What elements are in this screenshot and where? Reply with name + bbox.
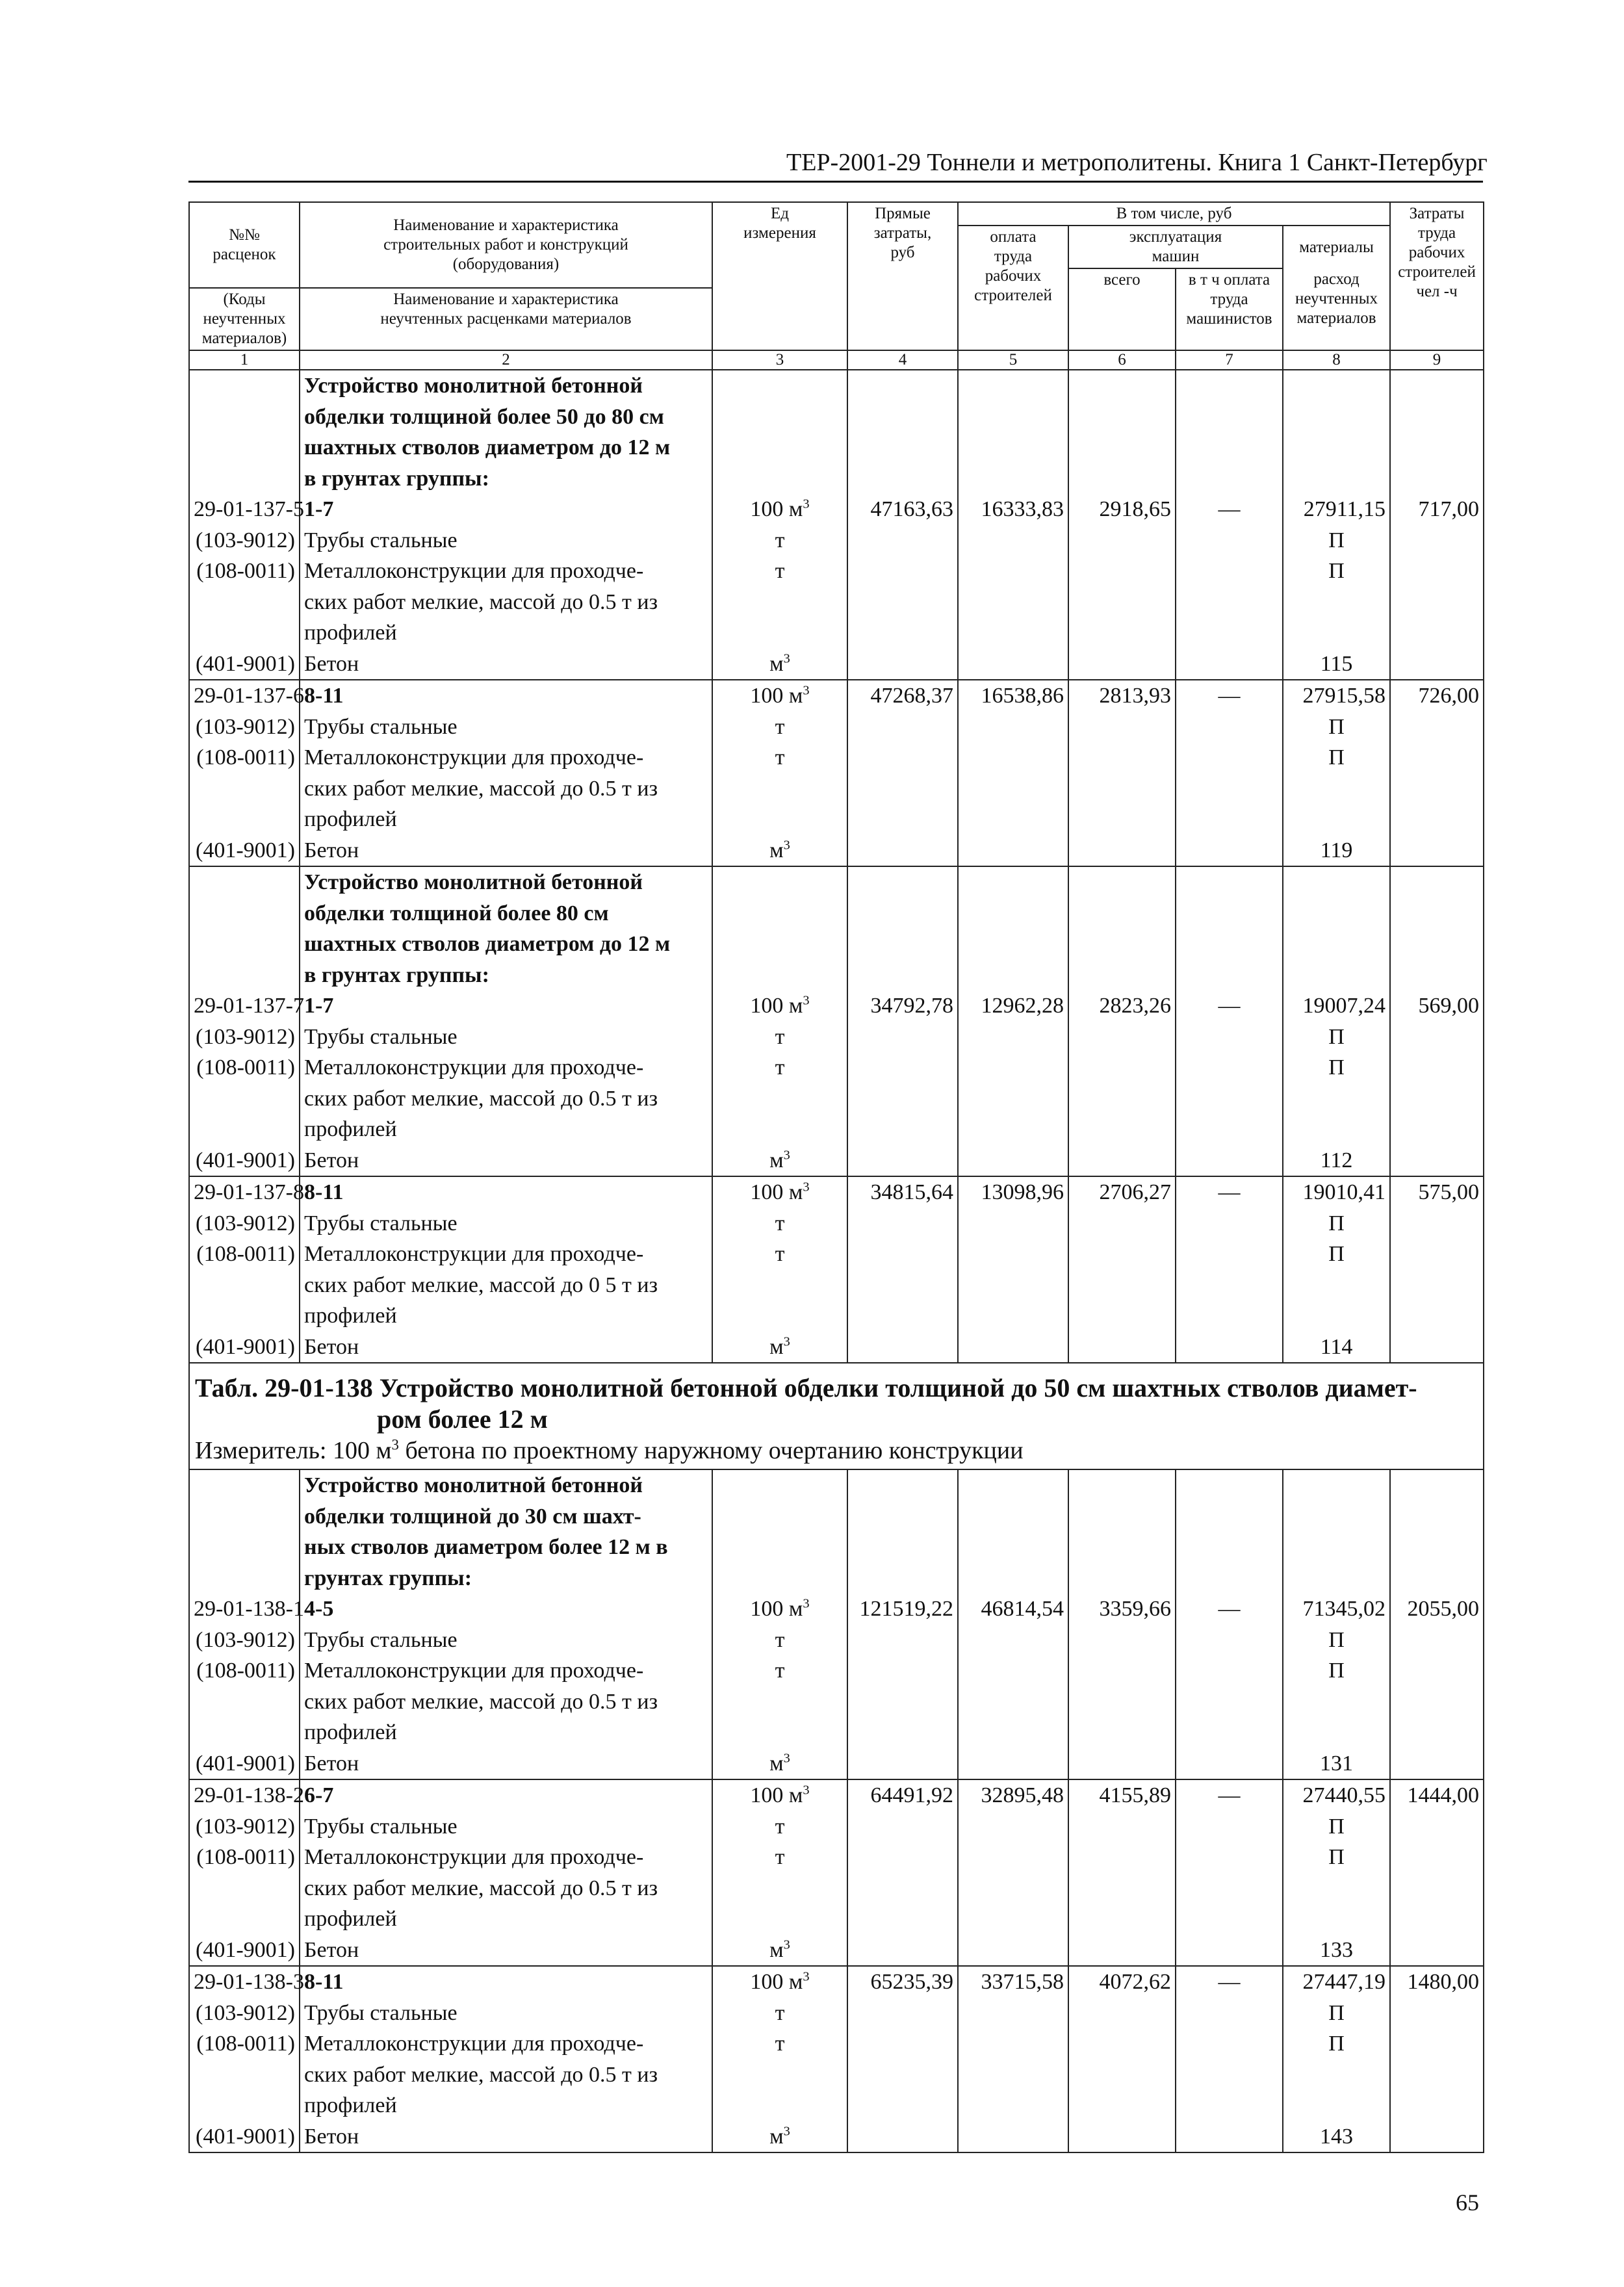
section-title: Устройство монолитной бетонной обделки толщиной до 30 см шахт- ных стволов диаметром более 12 м в грунтах группы: <box>300 1469 712 1594</box>
soil-group: 1-7 <box>300 494 712 525</box>
material-row <box>189 1332 1484 1363</box>
material-qty: П <box>1283 1998 1390 2029</box>
labor-cost: 13098,96 <box>958 1176 1068 1208</box>
col5-head: оплата труда рабочих строителей <box>958 226 1068 350</box>
col3-head: Ед измерения <box>712 202 847 350</box>
material-name: Трубы стальные <box>300 1625 712 1656</box>
material-qty: 115 <box>1283 649 1390 680</box>
labor-cost: 33715,58 <box>958 1966 1068 1998</box>
rates-section-2 <box>189 866 1484 1363</box>
machine-cost: 2813,93 <box>1068 680 1176 712</box>
unit: т <box>712 1811 847 1842</box>
material-name: Трубы стальные <box>300 1208 712 1239</box>
running-header: ТЕР-2001-29 Тоннели и метрополитены. Книга 1 Санкт-Петербург <box>786 149 1488 176</box>
rates-section-3 <box>189 1469 1484 2152</box>
rate-row <box>189 1966 1484 1998</box>
material-qty: 119 <box>1283 835 1390 867</box>
material-qty: П <box>1283 1208 1390 1239</box>
materials-cost: 27440,55 <box>1283 1779 1390 1811</box>
labor-cost: 32895,48 <box>958 1779 1068 1811</box>
machine-cost: 2823,26 <box>1068 990 1176 1022</box>
unit: т <box>712 742 847 835</box>
direct-cost: 34815,64 <box>847 1176 958 1208</box>
section-title-row <box>189 370 1484 494</box>
caption-title-line-1: Табл. 29-01-138 Устройство монолитной бетонной обделки толщиной до 50 см шахтных стволов диамет- <box>195 1373 1417 1402</box>
material-qty: П <box>1283 1655 1390 1748</box>
column-numbers <box>189 350 1484 370</box>
col8-head-top: материалы <box>1283 226 1390 268</box>
material-qty: 131 <box>1283 1748 1390 1780</box>
caption-title-line-2: ром более 12 м <box>377 1404 548 1434</box>
unit: т <box>712 1998 847 2029</box>
material-qty: 112 <box>1283 1145 1390 1177</box>
soil-group: 8-11 <box>300 1176 712 1208</box>
material-code: (401-9001) <box>189 649 300 680</box>
soil-group: 8-11 <box>300 1966 712 1998</box>
material-name: Металлоконструкции для проходче- ских работ мелкие, массой до 0.5 т из профилей <box>300 742 712 835</box>
material-name: Трубы стальные <box>300 712 712 743</box>
material-row <box>189 1935 1484 1967</box>
unit: т <box>712 1239 847 1332</box>
unit: $м^3$ <box>712 1748 847 1780</box>
rate-code: 29-01-137-8 <box>189 1176 300 1208</box>
soil-group: 8-11 <box>300 680 712 712</box>
direct-cost: 121519,22 <box>847 1594 958 1625</box>
soil-group: 4-5 <box>300 1594 712 1625</box>
col-number: 2 <box>300 350 712 370</box>
material-code: (103-9012) <box>189 1811 300 1842</box>
material-code: (103-9012) <box>189 712 300 743</box>
col-number: 1 <box>189 350 300 370</box>
rate-code: 29-01-137-6 <box>189 680 300 712</box>
material-code: (401-9001) <box>189 1332 300 1363</box>
operator-pay: — <box>1176 1966 1283 1998</box>
material-row <box>189 649 1484 680</box>
material-code: (103-9012) <box>189 1022 300 1053</box>
labor-hours: 2055,00 <box>1390 1594 1484 1625</box>
unit: т <box>712 2028 847 2121</box>
material-row <box>189 712 1484 743</box>
soil-group: 1-7 <box>300 990 712 1022</box>
operator-pay: — <box>1176 494 1283 525</box>
section-title: Устройство монолитной бетонной обделки толщиной более 80 см шахтных стволов диаметром до 12 м в грунтах группы: <box>300 866 712 990</box>
unit: $м^3$ <box>712 649 847 680</box>
rate-row <box>189 990 1484 1022</box>
unit: т <box>712 525 847 556</box>
material-row <box>189 1145 1484 1177</box>
machine-cost: 3359,66 <box>1068 1594 1176 1625</box>
col8-head-bottom: расход неучтенных материалов <box>1283 268 1390 350</box>
labor-hours: 717,00 <box>1390 494 1484 525</box>
material-name: Трубы стальные <box>300 1811 712 1842</box>
material-code: (103-9012) <box>189 1998 300 2029</box>
unit: 100 $м^3$ <box>712 1779 847 1811</box>
unit: т <box>712 556 847 649</box>
material-name: Трубы стальные <box>300 525 712 556</box>
material-row <box>189 1239 1484 1332</box>
material-qty: 114 <box>1283 1332 1390 1363</box>
soil-group: 6-7 <box>300 1779 712 1811</box>
materials-cost: 19007,24 <box>1283 990 1390 1022</box>
material-row <box>189 1811 1484 1842</box>
rates-section-1 <box>189 370 1484 866</box>
unit: $м^3$ <box>712 2121 847 2153</box>
operator-pay: — <box>1176 1594 1283 1625</box>
section-title-row <box>189 1469 1484 1594</box>
col7-head: в т ч оплата труда машинистов <box>1176 268 1283 350</box>
labor-cost: 12962,28 <box>958 990 1068 1022</box>
material-name: Бетон <box>300 835 712 867</box>
material-qty: П <box>1283 1625 1390 1656</box>
unit: т <box>712 1022 847 1053</box>
labor-hours: 726,00 <box>1390 680 1484 712</box>
group-head: В том числе, руб <box>958 202 1390 226</box>
section-title-row <box>189 866 1484 990</box>
material-name: Бетон <box>300 1748 712 1780</box>
unit: 100 $м^3$ <box>712 1966 847 1998</box>
material-code: (401-9001) <box>189 2121 300 2153</box>
operator-pay: — <box>1176 680 1283 712</box>
material-code: (401-9001) <box>189 1145 300 1177</box>
material-code: (103-9012) <box>189 1208 300 1239</box>
material-row <box>189 1998 1484 2029</box>
material-row <box>189 742 1484 835</box>
material-name: Трубы стальные <box>300 1998 712 2029</box>
section-title: Устройство монолитной бетонной обделки толщиной более 50 до 80 см шахтных стволов диаметром до 12 м в грунтах группы: <box>300 370 712 494</box>
unit: т <box>712 1842 847 1935</box>
labor-cost: 16538,86 <box>958 680 1068 712</box>
material-name: Трубы стальные <box>300 1022 712 1053</box>
materials-cost: 27447,19 <box>1283 1966 1390 1998</box>
rates-table-frame <box>188 201 1483 2153</box>
material-code: (108-0011) <box>189 1052 300 1145</box>
col1-head-bottom: (Коды неучтенных материалов) <box>189 288 300 350</box>
material-code: (108-0011) <box>189 1239 300 1332</box>
unit: т <box>712 712 847 743</box>
material-row <box>189 556 1484 649</box>
materials-cost: 27911,15 <box>1283 494 1390 525</box>
material-qty: П <box>1283 1811 1390 1842</box>
material-qty: 133 <box>1283 1935 1390 1967</box>
unit: $м^3$ <box>712 1332 847 1363</box>
unit: т <box>712 1655 847 1748</box>
material-name: Металлоконструкции для проходче- ских работ мелкие, массой до 0.5 т из профилей <box>300 2028 712 2121</box>
machine-cost: 2706,27 <box>1068 1176 1176 1208</box>
page-number: 65 <box>1456 2190 1479 2216</box>
operator-pay: — <box>1176 990 1283 1022</box>
col2-head-top: Наименование и характеристика строительных работ и конструкций (оборудования) <box>300 202 712 288</box>
direct-cost: 64491,92 <box>847 1779 958 1811</box>
rate-code: 29-01-137-7 <box>189 990 300 1022</box>
materials-cost: 27915,58 <box>1283 680 1390 712</box>
direct-cost: 47163,63 <box>847 494 958 525</box>
material-row <box>189 835 1484 867</box>
col-number: 6 <box>1068 350 1176 370</box>
unit: $м^3$ <box>712 1935 847 1967</box>
rate-row <box>189 1176 1484 1208</box>
unit: 100 $м^3$ <box>712 680 847 712</box>
unit: 100 $м^3$ <box>712 494 847 525</box>
col4-head: Прямые затраты, руб <box>847 202 958 350</box>
unit: 100 $м^3$ <box>712 990 847 1022</box>
material-qty: 143 <box>1283 2121 1390 2153</box>
operator-pay: — <box>1176 1176 1283 1208</box>
material-code: (103-9012) <box>189 525 300 556</box>
material-qty: П <box>1283 712 1390 743</box>
rate-row <box>189 1594 1484 1625</box>
col-number: 8 <box>1283 350 1390 370</box>
col2-head-bottom: Наименование и характеристика неучтенных расценками материалов <box>300 288 712 350</box>
rates-table <box>188 201 1484 2153</box>
machine-cost: 4155,89 <box>1068 1779 1176 1811</box>
material-row <box>189 2121 1484 2153</box>
operator-pay: — <box>1176 1779 1283 1811</box>
material-qty: П <box>1283 742 1390 835</box>
material-row <box>189 1208 1484 1239</box>
material-qty: П <box>1283 525 1390 556</box>
rate-row <box>189 494 1484 525</box>
rate-code: 29-01-137-5 <box>189 494 300 525</box>
material-code: (108-0011) <box>189 1655 300 1748</box>
labor-hours: 569,00 <box>1390 990 1484 1022</box>
material-code: (108-0011) <box>189 742 300 835</box>
col1-head-top: №№ расценок <box>189 202 300 288</box>
unit: 100 $м^3$ <box>712 1594 847 1625</box>
col-number: 5 <box>958 350 1068 370</box>
rate-code: 29-01-138-1 <box>189 1594 300 1625</box>
material-name: Бетон <box>300 2121 712 2153</box>
material-name: Бетон <box>300 1145 712 1177</box>
unit: т <box>712 1208 847 1239</box>
material-qty: П <box>1283 2028 1390 2121</box>
material-name: Бетон <box>300 649 712 680</box>
labor-hours: 1444,00 <box>1390 1779 1484 1811</box>
material-qty: П <box>1283 1842 1390 1935</box>
materials-cost: 19010,41 <box>1283 1176 1390 1208</box>
material-row <box>189 1748 1484 1780</box>
material-code: (401-9001) <box>189 835 300 867</box>
material-name: Металлоконструкции для проходче- ских работ мелкие, массой до 0.5 т из профилей <box>300 556 712 649</box>
unit: 100 $м^3$ <box>712 1176 847 1208</box>
material-row <box>189 525 1484 556</box>
material-row <box>189 1655 1484 1748</box>
direct-cost: 34792,78 <box>847 990 958 1022</box>
material-row <box>189 1842 1484 1935</box>
materials-cost: 71345,02 <box>1283 1594 1390 1625</box>
rate-row <box>189 1779 1484 1811</box>
material-code: (108-0011) <box>189 2028 300 2121</box>
material-name: Металлоконструкции для проходче- ских работ мелкие, массой до 0.5 т из профилей <box>300 1655 712 1748</box>
labor-cost: 16333,83 <box>958 494 1068 525</box>
col-number: 4 <box>847 350 958 370</box>
material-code: (103-9012) <box>189 1625 300 1656</box>
material-row <box>189 1625 1484 1656</box>
rate-row <box>189 680 1484 712</box>
caption-measure: Измеритель: 100 $м^3$ бетона по проектному наружному очертанию конструкции <box>195 1436 1024 1464</box>
material-code: (401-9001) <box>189 1748 300 1780</box>
rate-code: 29-01-138-2 <box>189 1779 300 1811</box>
material-row <box>189 1022 1484 1053</box>
unit: $м^3$ <box>712 835 847 867</box>
material-qty: П <box>1283 1052 1390 1145</box>
table-caption <box>189 1363 1484 1469</box>
material-name: Металлоконструкции для проходче- ских работ мелкие, массой до 0.5 т из профилей <box>300 1842 712 1935</box>
machine-cost: 2918,65 <box>1068 494 1176 525</box>
col9-head: Затраты труда рабочих строителей чел -ч <box>1390 202 1484 350</box>
labor-hours: 1480,00 <box>1390 1966 1484 1998</box>
material-code: (108-0011) <box>189 1842 300 1935</box>
material-code: (401-9001) <box>189 1935 300 1967</box>
column-head <box>189 202 1484 350</box>
material-row <box>189 1052 1484 1145</box>
col-number: 3 <box>712 350 847 370</box>
material-qty: П <box>1283 1022 1390 1053</box>
direct-cost: 65235,39 <box>847 1966 958 1998</box>
unit: т <box>712 1625 847 1656</box>
labor-cost: 46814,54 <box>958 1594 1068 1625</box>
material-qty: П <box>1283 1239 1390 1332</box>
col-number: 9 <box>1390 350 1484 370</box>
material-name: Металлоконструкции для проходче- ских работ мелкие, массой до 0 5 т из профилей <box>300 1239 712 1332</box>
material-name: Бетон <box>300 1332 712 1363</box>
material-code: (108-0011) <box>189 556 300 649</box>
col-number: 7 <box>1176 350 1283 370</box>
material-row <box>189 2028 1484 2121</box>
col6-head: всего <box>1068 268 1176 350</box>
material-name: Бетон <box>300 1935 712 1967</box>
col67-head: эксплуатация машин <box>1068 226 1283 268</box>
header-rule <box>188 181 1483 183</box>
machine-cost: 4072,62 <box>1068 1966 1176 1998</box>
direct-cost: 47268,37 <box>847 680 958 712</box>
labor-hours: 575,00 <box>1390 1176 1484 1208</box>
unit: $м^3$ <box>712 1145 847 1177</box>
material-qty: П <box>1283 556 1390 649</box>
rate-code: 29-01-138-3 <box>189 1966 300 1998</box>
material-name: Металлоконструкции для проходче- ских работ мелкие, массой до 0.5 т из профилей <box>300 1052 712 1145</box>
unit: т <box>712 1052 847 1145</box>
